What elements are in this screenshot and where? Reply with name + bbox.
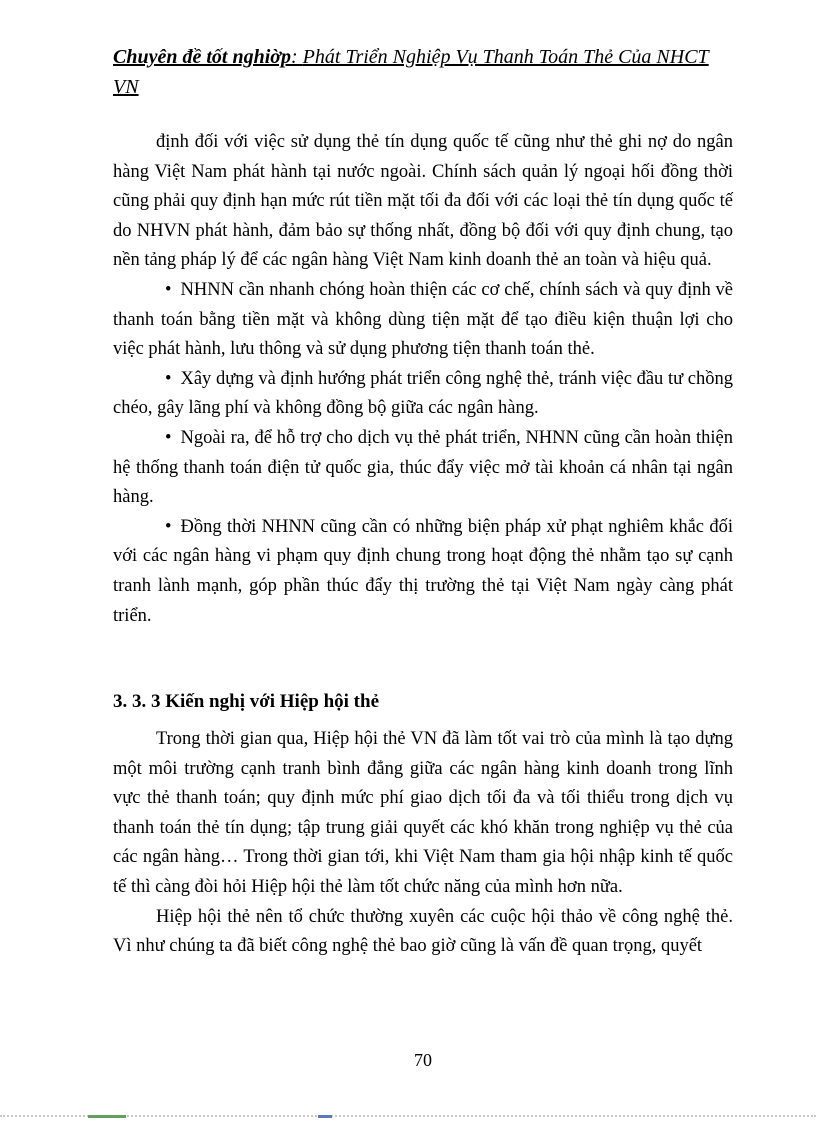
header-title: Phát Triển Nghiệp Vụ Thanh Toán Thẻ Của NHCT VN (113, 46, 709, 98)
bullet-paragraph (113, 365, 733, 424)
page-bottom-edge-mark-blue (318, 1115, 332, 1118)
page-number: 70 (414, 1050, 432, 1070)
running-header (113, 42, 733, 102)
bullet-paragraph-text: Ngoài ra, để hỗ trợ cho dịch vụ thẻ phát triển, NHNN cũng cần hoàn thiện hệ thống thanh toán điện tử quốc gia, thúc đẩy việc mở tài khoản cá nhân tại ngân hàng. (113, 427, 733, 508)
paragraph: Trong thời gian qua, Hiệp hội thẻ VN đã làm tốt vai trò của mình là tạo dựng một môi trường cạnh tranh bình đẳng giữa các ngân hàng kinh doanh trong lĩnh vực thẻ thanh toán; quy định mức phí giao dịch tối đa và tối thiểu trong dịch vụ thanh toán thẻ tín dụng; tập trung giải quyết các khó khăn trong nghiệp vụ thẻ của các ngân hàng… Trong thời gian tới, khi Việt Nam tham gia hội nhập kinh tế quốc tế thì càng đòi hỏi Hiệp hội thẻ làm tốt chức năng của mình hơn nữa. (113, 729, 733, 898)
paragraph: Hiệp hội thẻ nên tổ chức thường xuyên các cuộc hội thảo về công nghệ thẻ. Vì như chúng ta đã biết công nghệ thẻ bao giờ cũng là vấn đề quan trọng, quyết (113, 906, 733, 957)
bullet-paragraph-text: NHNN cần nhanh chóng hoàn thiện các cơ chế, chính sách và quy định về thanh toán bằng tiền mặt và không dùng tiện mặt để tạo điều kiện thuận lợi cho việc phát hành, lưu thông và sử dụng phương tiện thanh toán thẻ. (113, 279, 733, 360)
page-bottom-edge-mark-green (88, 1115, 126, 1118)
bullet-icon: • (165, 368, 172, 389)
bullet-icon: • (165, 427, 172, 448)
bullet-paragraph-text: Đồng thời NHNN cũng cần có những biện pháp xử phạt nghiêm khắc đối với các ngân hàng vi phạm quy định chung trong hoạt động thẻ nhằm tạo sự cạnh tranh lành mạnh, góp phần thúc đẩy thị trường thẻ tại Việt Nam ngày càng phát triển. (113, 516, 733, 626)
paragraph-continuation: định đối với việc sử dụng thẻ tín dụng quốc tế cũng như thẻ ghi nợ do ngân hàng Việt Nam phát hành tại nước ngoài. Chính sách quản lý ngoại hối đồng thời cũng phải quy định hạn mức rút tiền mặt tối đa đối với các loại thẻ tín dụng quốc tế do NHVN phát hành, đảm bảo sự thống nhất, đồng bộ đối với quy định chung, tạo nền tảng pháp lý để các ngân hàng Việt Nam kinh doanh thẻ an toàn và hiệu quả. (113, 132, 733, 271)
bullet-paragraph-text: Xây dựng và định hướng phát triển công nghệ thẻ, tránh việc đầu tư chồng chéo, gây lãng phí và không đồng bộ giữa các ngân hàng. (113, 368, 733, 419)
bullet-icon: • (165, 516, 172, 537)
header-separator: : (291, 46, 303, 68)
header-course-label: Chuyên đề tốt nghiờp (113, 46, 291, 68)
bullet-paragraph (113, 513, 733, 631)
section-heading: 3. 3. 3 Kiến nghị với Hiệp hội thẻ (113, 691, 379, 713)
bullet-paragraph (113, 276, 733, 365)
bullet-icon: • (165, 279, 172, 300)
bullet-paragraph (113, 424, 733, 513)
document-body (113, 128, 733, 962)
